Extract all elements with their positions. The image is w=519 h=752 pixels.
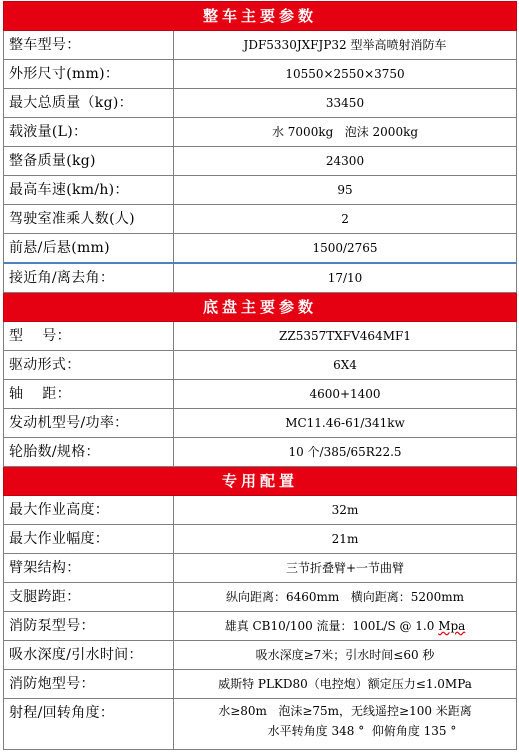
table-row bbox=[4, 147, 517, 176]
row-value: 95 bbox=[174, 176, 517, 205]
row-label: 载液量(L)： bbox=[4, 118, 174, 147]
row-value: JDF5330JXFJP32 型举高喷射消防车 bbox=[174, 31, 517, 60]
row-label: 臂架结构： bbox=[4, 554, 174, 583]
table-row bbox=[4, 554, 517, 583]
row-value: 24300 bbox=[174, 147, 517, 176]
row-label: 最高车速(km/h)： bbox=[4, 176, 174, 205]
range-line: 水≥80m 泡沫≥75m，无线遥控≥100 米距离 bbox=[218, 704, 472, 718]
row-value: 4600+1400 bbox=[174, 380, 517, 409]
table-row bbox=[4, 234, 517, 264]
table-row bbox=[4, 380, 517, 409]
table-row bbox=[4, 496, 517, 525]
table-row bbox=[4, 351, 517, 380]
row-value: 33450 bbox=[174, 89, 517, 118]
row-label: 发动机型号/功率： bbox=[4, 409, 174, 438]
row-label: 型 号： bbox=[4, 322, 174, 351]
row-label: 最大总质量（kg)： bbox=[4, 89, 174, 118]
table-row bbox=[4, 409, 517, 438]
table-row bbox=[4, 205, 517, 234]
table-row bbox=[4, 612, 517, 641]
section-title: 底盘主要参数 bbox=[4, 293, 517, 322]
section-header-chassis bbox=[4, 293, 517, 322]
row-value: 21m bbox=[174, 525, 517, 554]
row-label: 吸水深度/引水时间： bbox=[4, 641, 174, 670]
table-row bbox=[4, 583, 517, 612]
row-label: 前悬/后悬(mm) bbox=[4, 234, 174, 264]
row-value: 6X4 bbox=[174, 351, 517, 380]
row-label: 外形尺寸(mm)： bbox=[4, 60, 174, 89]
row-value: 2 bbox=[174, 205, 517, 234]
row-value: 吸水深度≥7米；引水时间≤60 秒 bbox=[174, 641, 517, 670]
row-label: 最大作业幅度： bbox=[4, 525, 174, 554]
row-value: 32m bbox=[174, 496, 517, 525]
table-row bbox=[4, 438, 517, 467]
row-value bbox=[174, 699, 517, 750]
row-label: 驱动形式： bbox=[4, 351, 174, 380]
table-row bbox=[4, 89, 517, 118]
row-label: 驾驶室准乘人数(人) bbox=[4, 205, 174, 234]
row-label: 射程/回转角度： bbox=[4, 699, 174, 750]
section-header-equipment bbox=[4, 467, 517, 496]
section-title: 整车主要参数 bbox=[4, 2, 517, 31]
table-row bbox=[4, 670, 517, 699]
spec-table bbox=[3, 1, 517, 750]
row-value: MC11.46-61/341kw bbox=[174, 409, 517, 438]
table-row bbox=[4, 118, 517, 147]
row-value: 10550×2550×3750 bbox=[174, 60, 517, 89]
section-title: 专用配置 bbox=[4, 467, 517, 496]
row-label: 消防泵型号： bbox=[4, 612, 174, 641]
row-label: 整备质量(kg) bbox=[4, 147, 174, 176]
row-value: 10 个/385/65R22.5 bbox=[174, 438, 517, 467]
table-row bbox=[4, 525, 517, 554]
row-label: 轴 距： bbox=[4, 380, 174, 409]
row-value bbox=[174, 612, 517, 641]
section-header-vehicle bbox=[4, 2, 517, 31]
row-value: 威斯特 PLKD80（电控炮）额定压力≤1.0MPa bbox=[174, 670, 517, 699]
row-value: ZZ5357TXFV464MF1 bbox=[174, 322, 517, 351]
pump-value: 雄真 CB10/100 流量：100L/S @ 1.0 bbox=[224, 619, 439, 633]
row-label: 接近角/离去角： bbox=[4, 263, 174, 293]
row-value: 三节折叠臂+一节曲臂 bbox=[174, 554, 517, 583]
pressure-unit: Mpa bbox=[438, 619, 466, 633]
row-value: 水 7000kg 泡沫 2000kg bbox=[174, 118, 517, 147]
spec-sheet bbox=[3, 1, 516, 750]
table-row bbox=[4, 263, 517, 293]
rotation-line: 水平转角度 348 ° 仰俯角度 135 ° bbox=[267, 724, 457, 738]
table-row bbox=[4, 641, 517, 670]
table-row bbox=[4, 176, 517, 205]
row-label: 支腿跨距： bbox=[4, 583, 174, 612]
row-label: 整车型号： bbox=[4, 31, 174, 60]
row-value: 1500/2765 bbox=[174, 234, 517, 264]
table-row bbox=[4, 60, 517, 89]
row-label: 轮胎数/规格： bbox=[4, 438, 174, 467]
table-row bbox=[4, 699, 517, 750]
row-label: 消防炮型号： bbox=[4, 670, 174, 699]
table-row bbox=[4, 322, 517, 351]
row-value: 17/10 bbox=[174, 263, 517, 293]
row-label: 最大作业高度： bbox=[4, 496, 174, 525]
table-row bbox=[4, 31, 517, 60]
row-value: 纵向距离：6460mm 横向距离：5200mm bbox=[174, 583, 517, 612]
